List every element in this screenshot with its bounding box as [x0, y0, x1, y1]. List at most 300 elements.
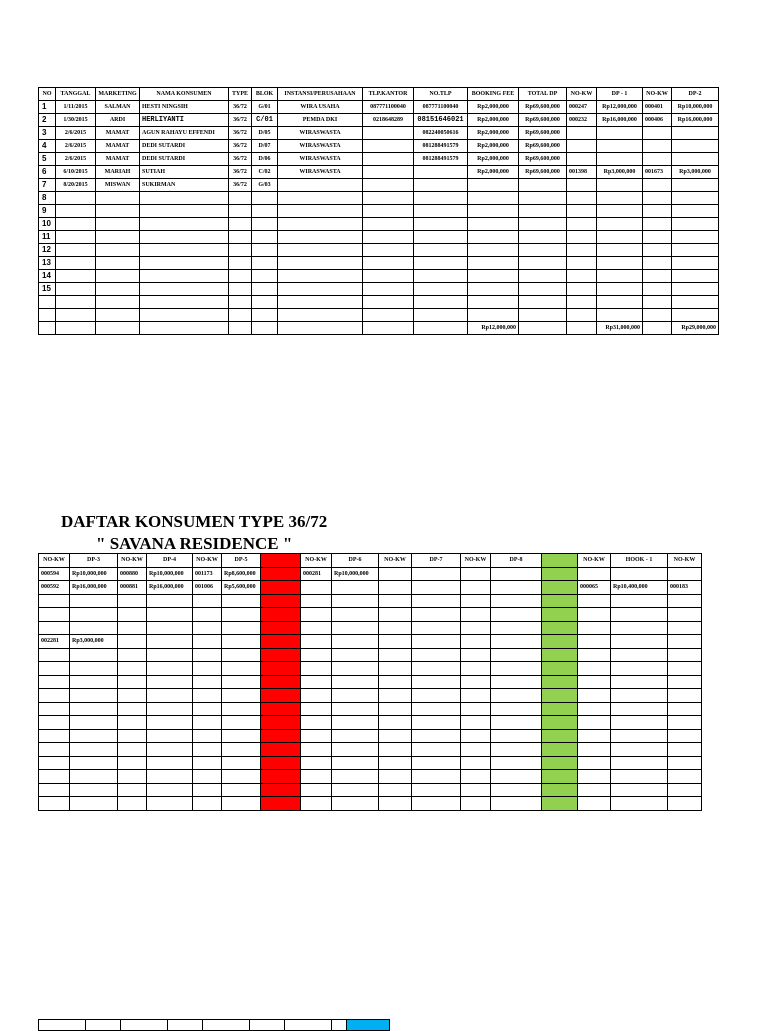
- table-cell: [118, 729, 147, 743]
- table-cell: [96, 257, 140, 270]
- table-cell: [643, 283, 672, 296]
- table-cell: [578, 729, 611, 743]
- table-cell: [672, 257, 719, 270]
- table-cell: [414, 179, 468, 192]
- table-cell: [193, 756, 222, 770]
- table-cell: [491, 648, 542, 662]
- table-cell: [611, 770, 668, 784]
- table-cell: [96, 309, 140, 322]
- table-cell: [147, 594, 193, 608]
- table-cell: [70, 689, 118, 703]
- column-header: BOOKING FEE: [468, 88, 519, 101]
- table-cell: [261, 621, 301, 635]
- table-cell: [278, 257, 363, 270]
- table-cell: [468, 283, 519, 296]
- table-cell: [668, 567, 702, 581]
- table-row: [39, 770, 702, 784]
- table-cell: [668, 675, 702, 689]
- table-cell: [611, 756, 668, 770]
- table-cell: [147, 770, 193, 784]
- table-cell: 000183: [668, 581, 702, 595]
- table-cell: [414, 218, 468, 231]
- dp-payment-table: [38, 553, 702, 811]
- table-cell: 2: [39, 114, 56, 127]
- table-cell: [578, 783, 611, 797]
- table-cell: [578, 702, 611, 716]
- total-cell: [643, 322, 672, 335]
- column-header: DP-3: [70, 554, 118, 568]
- table-cell: [491, 783, 542, 797]
- table-cell: [332, 783, 379, 797]
- column-header: DP-8: [491, 554, 542, 568]
- table-cell: [643, 231, 672, 244]
- table-cell: [468, 192, 519, 205]
- table-cell: [193, 662, 222, 676]
- table-cell: [414, 244, 468, 257]
- table-cell: [412, 635, 461, 649]
- table-cell: [542, 743, 578, 757]
- table-cell: [301, 608, 332, 622]
- table-cell: [379, 756, 412, 770]
- table-cell: [261, 770, 301, 784]
- table-cell: [56, 270, 96, 283]
- table-cell: [379, 581, 412, 595]
- table-cell: [363, 166, 414, 179]
- table-cell: [96, 296, 140, 309]
- table-row: [39, 283, 719, 296]
- table-cell: [519, 283, 567, 296]
- table-cell: [261, 608, 301, 622]
- table-row: [39, 608, 702, 622]
- table-cell: 000232: [567, 114, 597, 127]
- table-cell: [379, 702, 412, 716]
- table-cell: [542, 689, 578, 703]
- table-cell: [542, 716, 578, 730]
- table-cell: [668, 635, 702, 649]
- table-cell: [643, 205, 672, 218]
- column-header: NO-KW: [301, 554, 332, 568]
- table-cell: [578, 594, 611, 608]
- table-cell: Rp69,600,000: [519, 153, 567, 166]
- table-cell: Rp10,000,000: [147, 567, 193, 581]
- table-cell: [414, 205, 468, 218]
- table-cell: [363, 192, 414, 205]
- table-cell: [461, 783, 491, 797]
- table-cell: [542, 608, 578, 622]
- table-cell: D/06: [252, 153, 278, 166]
- table-row: [39, 581, 702, 595]
- table-cell: [542, 594, 578, 608]
- table-cell: [668, 689, 702, 703]
- table-cell: [412, 797, 461, 811]
- table-cell: [461, 608, 491, 622]
- table-cell: [491, 756, 542, 770]
- table-cell: [229, 231, 252, 244]
- table-cell: 087771100040: [414, 101, 468, 114]
- total-cell: [567, 322, 597, 335]
- table-cell: [301, 743, 332, 757]
- table-cell: [567, 192, 597, 205]
- table-cell: [668, 729, 702, 743]
- table-cell: [56, 244, 96, 257]
- table-cell: [379, 675, 412, 689]
- table-cell: 36/72: [229, 114, 252, 127]
- table-cell: [70, 770, 118, 784]
- table-cell: [39, 770, 70, 784]
- table-cell: [363, 270, 414, 283]
- table-cell: [412, 662, 461, 676]
- column-header: NO-KW: [39, 554, 70, 568]
- column-header: TLP.KANTOR: [363, 88, 414, 101]
- table-cell: [567, 270, 597, 283]
- table-cell: [491, 675, 542, 689]
- table-cell: [96, 192, 140, 205]
- table-cell: [147, 689, 193, 703]
- table-cell: 2/6/2015: [56, 153, 96, 166]
- table-cell: [140, 257, 229, 270]
- table-cell: [611, 689, 668, 703]
- table-cell: [461, 689, 491, 703]
- table-cell: [414, 270, 468, 283]
- table-cell: [412, 689, 461, 703]
- table-cell: 9: [39, 205, 56, 218]
- table-cell: [611, 594, 668, 608]
- table-cell: [193, 621, 222, 635]
- table-cell: [643, 153, 672, 166]
- table-cell: [193, 608, 222, 622]
- table-cell: [222, 648, 261, 662]
- table-cell: [412, 729, 461, 743]
- table-cell: [118, 770, 147, 784]
- table-cell: [668, 702, 702, 716]
- table-row: [39, 756, 702, 770]
- table-cell: 36/72: [229, 166, 252, 179]
- table-cell: [70, 716, 118, 730]
- table-cell: [118, 783, 147, 797]
- table-cell: [611, 797, 668, 811]
- table-cell: [252, 231, 278, 244]
- total-cell: [363, 322, 414, 335]
- table-cell: [597, 192, 643, 205]
- table-cell: [39, 783, 70, 797]
- table-cell: Rp69,600,000: [519, 114, 567, 127]
- table-row: [39, 114, 719, 127]
- table-cell: [597, 270, 643, 283]
- table-cell: [56, 309, 96, 322]
- table-cell: [118, 743, 147, 757]
- table-cell: [379, 567, 412, 581]
- column-header: DP-6: [332, 554, 379, 568]
- table-cell: [261, 567, 301, 581]
- table-cell: [567, 257, 597, 270]
- total-cell: [140, 322, 229, 335]
- table-cell: [379, 648, 412, 662]
- table-cell: [643, 127, 672, 140]
- table-cell: [542, 756, 578, 770]
- table-cell: [332, 729, 379, 743]
- table-cell: [672, 192, 719, 205]
- table-cell: [118, 662, 147, 676]
- table-cell: [379, 594, 412, 608]
- table-cell: [672, 231, 719, 244]
- table-cell: [668, 608, 702, 622]
- table-cell: WIRASWASTA: [278, 153, 363, 166]
- column-header: MARKETING: [96, 88, 140, 101]
- table-cell: [222, 729, 261, 743]
- table-cell: [461, 621, 491, 635]
- table-row: [39, 675, 702, 689]
- partial-cell: [121, 1020, 168, 1031]
- table-cell: [39, 594, 70, 608]
- table-cell: C/01: [252, 114, 278, 127]
- table-cell: [193, 797, 222, 811]
- table-cell: [261, 675, 301, 689]
- table-cell: [412, 756, 461, 770]
- table-cell: [412, 648, 461, 662]
- table-cell: [672, 127, 719, 140]
- table-cell: [542, 581, 578, 595]
- table-cell: [567, 296, 597, 309]
- table-cell: [597, 244, 643, 257]
- table-cell: MISWAN: [96, 179, 140, 192]
- table-cell: [578, 608, 611, 622]
- table-cell: Rp10,000,000: [672, 101, 719, 114]
- table-cell: [461, 756, 491, 770]
- table-cell: [70, 743, 118, 757]
- table-cell: [468, 270, 519, 283]
- table-cell: [39, 743, 70, 757]
- table-cell: [229, 218, 252, 231]
- table-cell: [414, 296, 468, 309]
- totals-row: [39, 322, 719, 335]
- table-cell: [301, 783, 332, 797]
- table-row: [39, 192, 719, 205]
- table-cell: Rp2,000,000: [468, 114, 519, 127]
- table-cell: Rp10,000,000: [332, 567, 379, 581]
- table-cell: [542, 797, 578, 811]
- table-cell: [379, 635, 412, 649]
- table-cell: [567, 179, 597, 192]
- table-cell: [414, 166, 468, 179]
- table-cell: [379, 662, 412, 676]
- table-cell: [332, 608, 379, 622]
- table-cell: [278, 296, 363, 309]
- total-cell: [39, 322, 56, 335]
- table-cell: [140, 218, 229, 231]
- column-header: TOTAL DP: [519, 88, 567, 101]
- table-cell: [118, 797, 147, 811]
- table-cell: [193, 702, 222, 716]
- table-cell: [222, 770, 261, 784]
- table-cell: 001398: [567, 166, 597, 179]
- table-cell: [519, 179, 567, 192]
- table-cell: HESTI NINGSIH: [140, 101, 229, 114]
- table-cell: [118, 756, 147, 770]
- table-cell: [491, 635, 542, 649]
- column-header: NO-KW: [578, 554, 611, 568]
- table-cell: [379, 716, 412, 730]
- table-cell: Rp16,000,000: [672, 114, 719, 127]
- table-cell: [252, 309, 278, 322]
- table-cell: [140, 244, 229, 257]
- table-cell: ARDI: [96, 114, 140, 127]
- column-header: NO-KW: [567, 88, 597, 101]
- table-cell: [542, 662, 578, 676]
- table-cell: [332, 702, 379, 716]
- table-cell: [332, 581, 379, 595]
- table-cell: [461, 729, 491, 743]
- table-cell: [468, 296, 519, 309]
- table-cell: [278, 205, 363, 218]
- table-cell: [578, 662, 611, 676]
- table-cell: Rp2,000,000: [468, 101, 519, 114]
- table-cell: [332, 621, 379, 635]
- table-cell: Rp3,000,000: [70, 635, 118, 649]
- table-cell: [597, 140, 643, 153]
- table-cell: [261, 743, 301, 757]
- table-cell: [278, 244, 363, 257]
- table-cell: [461, 702, 491, 716]
- column-header: NAMA KONSUMEN: [140, 88, 229, 101]
- table-cell: [332, 770, 379, 784]
- table-row: [39, 621, 702, 635]
- table-cell: [611, 729, 668, 743]
- table-cell: [96, 244, 140, 257]
- total-cell: Rp12,000,000: [468, 322, 519, 335]
- table-cell: [278, 192, 363, 205]
- column-header: DP-4: [147, 554, 193, 568]
- table-cell: [193, 783, 222, 797]
- table-cell: [578, 797, 611, 811]
- table-cell: [491, 716, 542, 730]
- table-cell: 15: [39, 283, 56, 296]
- table-cell: 000281: [301, 567, 332, 581]
- table-cell: [412, 675, 461, 689]
- table-cell: [578, 770, 611, 784]
- table-cell: [147, 797, 193, 811]
- table-cell: 12: [39, 244, 56, 257]
- table-cell: [578, 567, 611, 581]
- table-cell: [301, 702, 332, 716]
- partial-cell: [285, 1020, 332, 1031]
- table-cell: [222, 621, 261, 635]
- table-cell: [118, 716, 147, 730]
- table-cell: [519, 257, 567, 270]
- table-cell: [261, 581, 301, 595]
- table-cell: [332, 756, 379, 770]
- table-cell: [611, 621, 668, 635]
- table-cell: [70, 675, 118, 689]
- table-cell: [332, 594, 379, 608]
- table-cell: [261, 594, 301, 608]
- table-row: [39, 783, 702, 797]
- table-cell: [643, 244, 672, 257]
- table-cell: Rp2,000,000: [468, 153, 519, 166]
- table-cell: [278, 218, 363, 231]
- table-cell: [363, 153, 414, 166]
- table-cell: [222, 783, 261, 797]
- column-header: NO-KW: [193, 554, 222, 568]
- table-cell: [252, 205, 278, 218]
- table-cell: [668, 648, 702, 662]
- table-cell: [229, 257, 252, 270]
- table-cell: [222, 608, 261, 622]
- table-cell: [363, 296, 414, 309]
- table-cell: [414, 231, 468, 244]
- table-cell: [229, 244, 252, 257]
- table-cell: [140, 309, 229, 322]
- table-cell: [261, 635, 301, 649]
- table-cell: [229, 296, 252, 309]
- table-cell: [491, 729, 542, 743]
- total-cell: Rp31,000,000: [597, 322, 643, 335]
- table-cell: Rp69,600,000: [519, 101, 567, 114]
- table-cell: [491, 662, 542, 676]
- table-cell: [301, 648, 332, 662]
- table-cell: [301, 594, 332, 608]
- table-cell: [147, 675, 193, 689]
- column-header: DP-2: [672, 88, 719, 101]
- table-cell: [611, 675, 668, 689]
- table-cell: 36/72: [229, 101, 252, 114]
- table-row: [39, 205, 719, 218]
- table-cell: [491, 702, 542, 716]
- table-cell: [412, 770, 461, 784]
- table-cell: [468, 244, 519, 257]
- page-title: DAFTAR KONSUMEN TYPE 36/72: [61, 512, 328, 531]
- table-cell: [468, 309, 519, 322]
- table-cell: [468, 179, 519, 192]
- table-cell: [542, 702, 578, 716]
- table-cell: WIRA USAHA: [278, 101, 363, 114]
- table-cell: [301, 635, 332, 649]
- table-cell: WIRASWASTA: [278, 140, 363, 153]
- table-cell: [491, 581, 542, 595]
- table-cell: 2/6/2015: [56, 140, 96, 153]
- table-cell: [39, 648, 70, 662]
- partial-cell: [39, 1020, 86, 1031]
- table-cell: [668, 594, 702, 608]
- table-cell: [461, 675, 491, 689]
- table-cell: [468, 205, 519, 218]
- table-cell: [39, 797, 70, 811]
- table-cell: Rp16,000,000: [597, 114, 643, 127]
- table-cell: 36/72: [229, 127, 252, 140]
- table-cell: [70, 756, 118, 770]
- column-header: DP - 1: [597, 88, 643, 101]
- total-cell: Rp29,000,000: [672, 322, 719, 335]
- table-cell: [597, 257, 643, 270]
- table-cell: [229, 192, 252, 205]
- table-cell: [252, 192, 278, 205]
- table-cell: [412, 594, 461, 608]
- table-cell: [519, 218, 567, 231]
- table-row: [39, 101, 719, 114]
- table-cell: [414, 283, 468, 296]
- table-cell: [491, 608, 542, 622]
- table-cell: [261, 729, 301, 743]
- table-cell: [578, 756, 611, 770]
- table-cell: [578, 689, 611, 703]
- table-row: [39, 127, 719, 140]
- table-cell: Rp2,000,000: [468, 166, 519, 179]
- table-cell: [578, 635, 611, 649]
- table-cell: [491, 797, 542, 811]
- table-cell: [542, 635, 578, 649]
- table-cell: 4: [39, 140, 56, 153]
- table-cell: [379, 797, 412, 811]
- table-cell: D/07: [252, 140, 278, 153]
